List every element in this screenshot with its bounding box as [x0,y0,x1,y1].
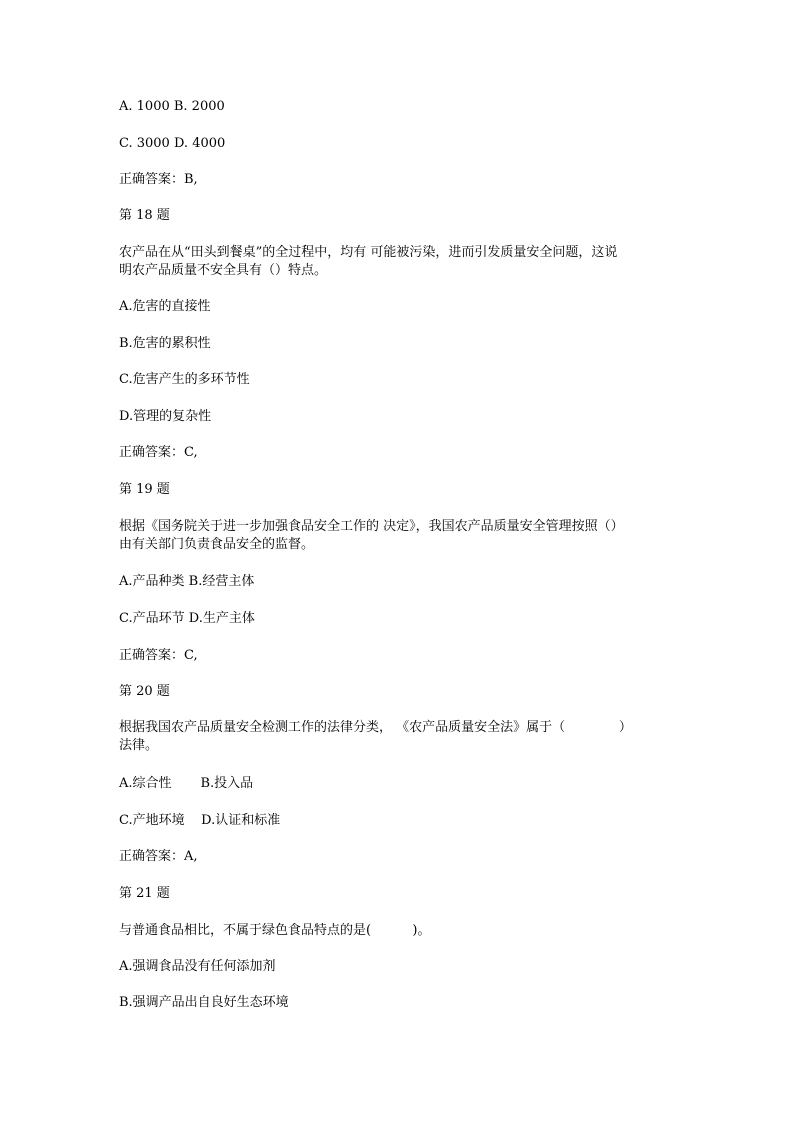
option-line: D.管理的复杂性 [119,409,212,424]
option-line: C.产品环节 D.生产主体 [119,611,255,626]
question-text: 与普通食品相比，不属于绿色食品特点的是( )。 [119,923,431,938]
option-line: C.产地环境 D.认证和标准 [119,813,281,828]
question-text: 法律。 [119,738,159,753]
option-line: B.强调产品出自良好生态环境 [119,995,289,1010]
answer-line: 正确答案：B, [119,172,198,187]
option-line: B.危害的累积性 [119,336,211,351]
option-line: A.强调食品没有任何添加剂 [119,959,276,974]
question-number: 第 18 题 [119,208,170,223]
question-text: 明农产品质量不安全具有（）特点。 [119,263,328,278]
question-text: 农产品在从“田头到餐桌”的全过程中，均有 可能被污染，进而引发质量安全问题，这说 [119,245,618,260]
answer-line: 正确答案：A, [119,849,198,864]
option-line: A.产品种类 B.经营主体 [119,574,255,589]
option-line: A.危害的直接性 [119,299,211,314]
answer-line: 正确答案：C, [119,445,198,460]
question-number: 第 19 题 [119,482,170,497]
option-line: A. 1000 B. 2000 [119,99,225,114]
question-number: 第 20 题 [119,684,170,699]
question-text: 由有关部门负责食品安全的监督。 [119,537,315,552]
question-number: 第 21 题 [119,886,170,901]
answer-line: 正确答案：C, [119,648,198,663]
question-text: 根据我国农产品质量安全检测工作的法律分类， 《农产品质量安全法》属于（ ） [119,720,632,735]
option-line: A.综合性 B.投入品 [119,776,254,791]
question-text: 根据《国务院关于进一步加强食品安全工作的 决定》，我国农产品质量安全管理按照（） [119,519,624,534]
option-line: C. 3000 D. 4000 [119,136,226,151]
option-line: C.危害产生的多环节性 [119,372,250,387]
